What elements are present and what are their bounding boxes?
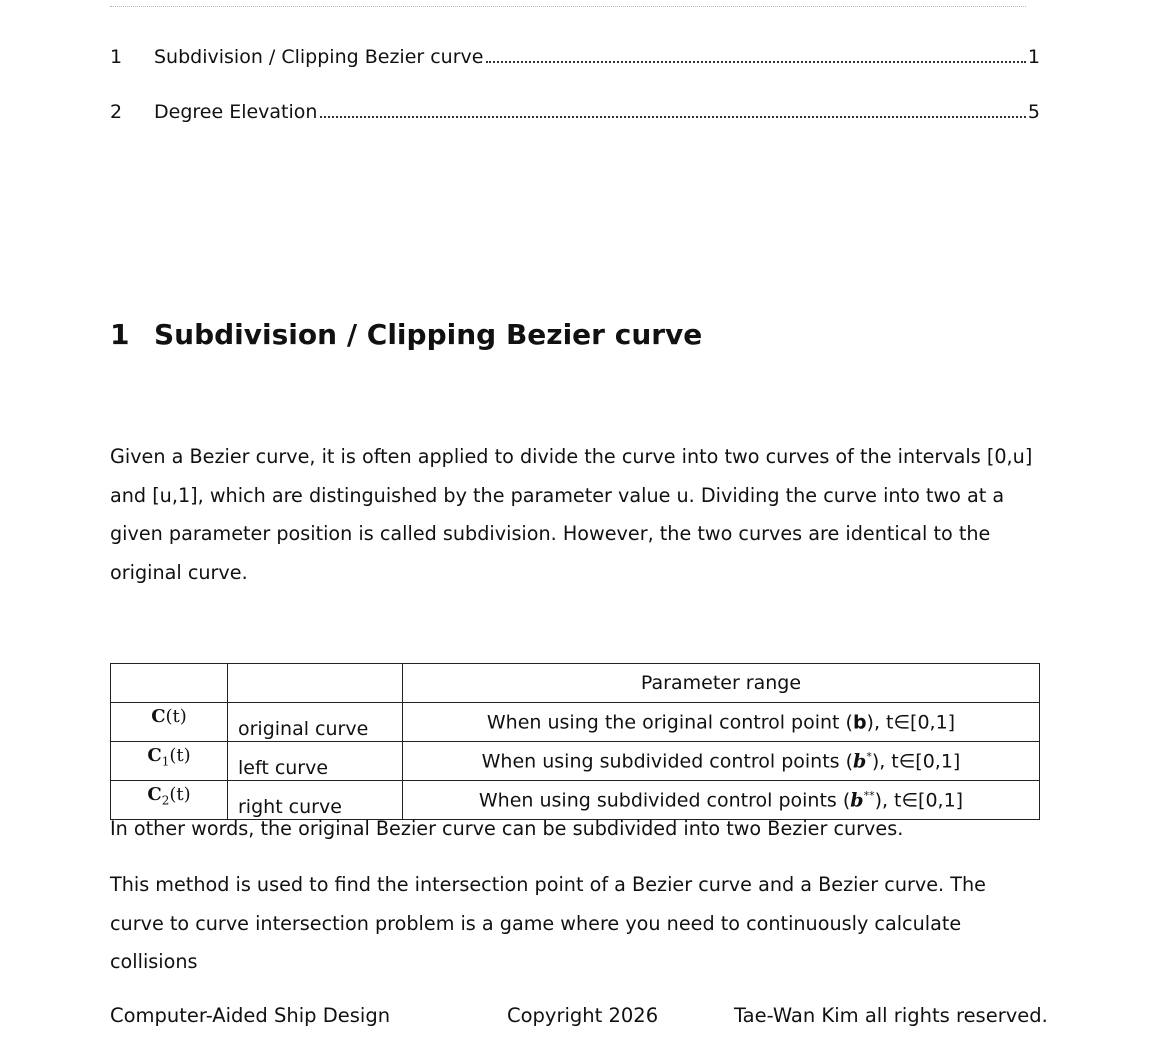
footer-author-rights: Tae-Wan Kim all rights reserved. bbox=[734, 1004, 1048, 1027]
curve-symbol-argument: (t) bbox=[165, 706, 187, 727]
control-point-superscript: * bbox=[866, 749, 872, 763]
curve-symbol-subscript: 2 bbox=[161, 793, 170, 808]
table-header-cell-empty bbox=[111, 664, 228, 703]
curve-parameter-range bbox=[403, 703, 1040, 742]
table-header-cell-empty bbox=[228, 664, 403, 703]
toc-entry-degree-elevation[interactable] bbox=[110, 101, 1040, 127]
curve-description: original curve bbox=[228, 703, 403, 742]
curve-description: right curve bbox=[228, 781, 403, 820]
control-point-symbol: b bbox=[850, 789, 864, 812]
curve-symbol-argument: (t) bbox=[169, 784, 191, 805]
range-text-suffix: ), t∈[0,1] bbox=[866, 711, 956, 734]
footer-course-title: Computer-Aided Ship Design bbox=[110, 1004, 391, 1027]
control-point-superscript: ** bbox=[863, 788, 875, 802]
curve-parameter-range bbox=[403, 742, 1040, 781]
method-paragraph: This method is used to find the intersection point of a Bezier curve and a Bezier curve. The curve to curve intersection problem is a game where you need to continuously calculate collisions bbox=[110, 873, 986, 973]
toc-leader-dots bbox=[320, 116, 1025, 118]
cut-off-toc-line bbox=[110, 0, 1026, 12]
section-number: 1 bbox=[110, 318, 130, 351]
toc-entry-title: Subdivision / Clipping Bezier curve bbox=[154, 46, 484, 68]
table-header-parameter-range: Parameter range bbox=[403, 664, 1040, 703]
toc-leader-dots bbox=[110, 6, 1026, 7]
curve-symbol-argument: (t) bbox=[169, 745, 191, 766]
curve-symbol-letter: C bbox=[147, 745, 162, 766]
curve-symbol-subscript: 1 bbox=[161, 754, 170, 769]
toc-entry-number: 2 bbox=[110, 101, 123, 123]
curve-symbol-letter: C bbox=[147, 784, 162, 805]
table-header-row bbox=[111, 664, 1040, 703]
curve-symbol bbox=[111, 703, 228, 742]
after-table-paragraph: In other words, the original Bezier curve can be subdivided into two Bezier curves. bbox=[110, 817, 904, 840]
intro-paragraph: Given a Bezier curve, it is often applied to divide the curve into two curves of the intervals [0,u] and [u,1], which are distinguished by the parameter value u. Dividing the curve into two at a given parameter position is called subdivision. However, the two curves are identical to the original curve. bbox=[110, 445, 1033, 584]
table-row bbox=[111, 703, 1040, 742]
toc-entry-subdivision[interactable] bbox=[110, 46, 1040, 72]
toc-entry-page: 5 bbox=[1027, 101, 1040, 123]
control-point-symbol: b bbox=[852, 711, 867, 734]
toc-leader-dots bbox=[486, 61, 1025, 63]
table-row bbox=[111, 742, 1040, 781]
curve-symbol bbox=[111, 742, 228, 781]
toc-entry-page: 1 bbox=[1027, 46, 1040, 68]
section-title: Subdivision / Clipping Bezier curve bbox=[154, 318, 703, 351]
range-text-suffix: ), t∈[0,1] bbox=[871, 750, 961, 773]
curve-description: left curve bbox=[228, 742, 403, 781]
range-text-suffix: ), t∈[0,1] bbox=[874, 789, 964, 812]
range-text-prefix: When using subdivided control points ( bbox=[478, 789, 851, 812]
section-heading bbox=[110, 318, 702, 351]
toc-entry-title: Degree Elevation bbox=[154, 101, 318, 123]
range-text-prefix: When using subdivided control points ( bbox=[481, 750, 854, 773]
curve-symbol-letter: C bbox=[151, 706, 166, 727]
footer-copyright: Copyright 2026 bbox=[507, 1004, 659, 1027]
range-text-prefix: When using the original control point ( bbox=[486, 711, 853, 734]
curve-parameter-table bbox=[110, 663, 1040, 820]
toc-entry-number: 1 bbox=[110, 46, 123, 68]
control-point-symbol: b bbox=[853, 750, 867, 773]
